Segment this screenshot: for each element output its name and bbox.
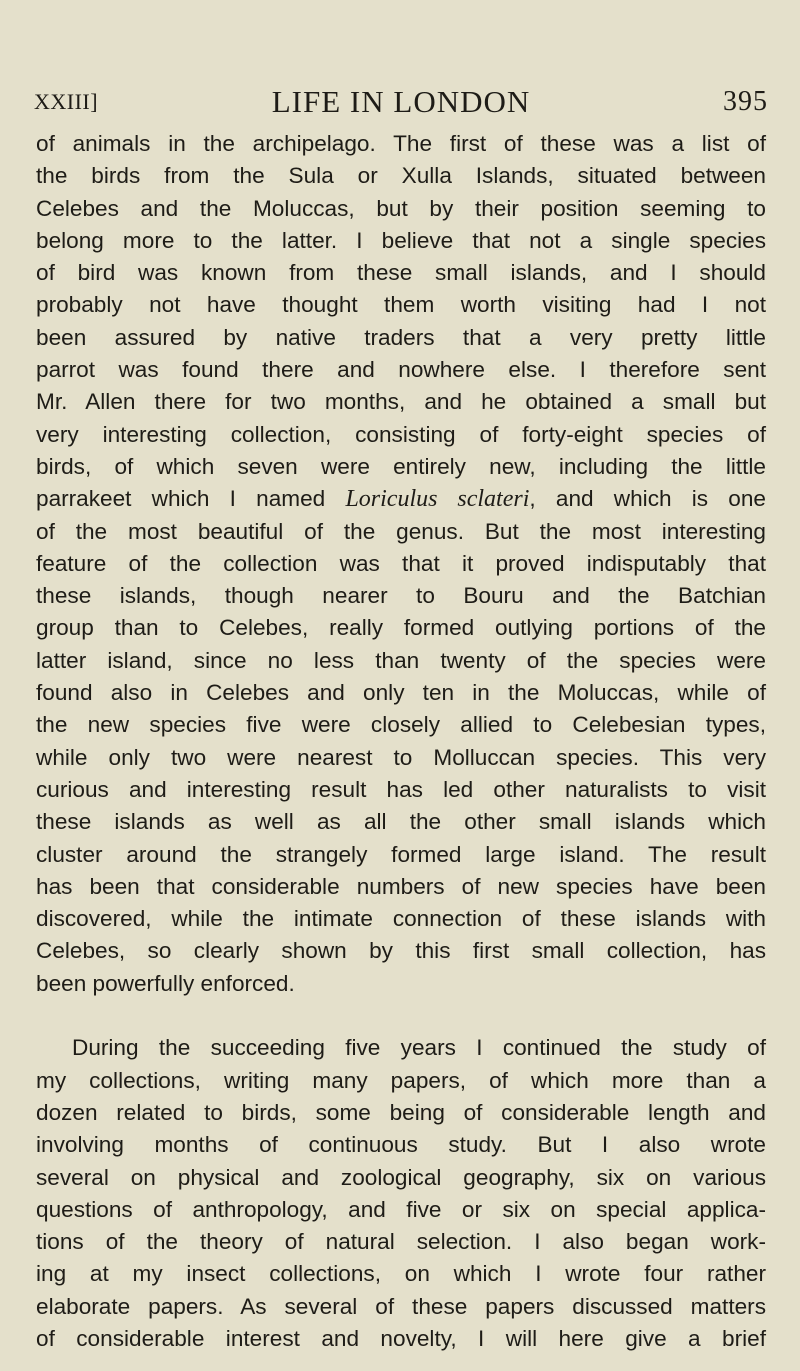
text-line: involving months of continuous study. But I also wrote: [36, 1132, 766, 1158]
line-text-after: , and which is one: [529, 486, 766, 512]
text-line: belong more to the latter. I believe that not a single species: [36, 227, 766, 253]
text-line: of bird was known from these small islands, and I should: [36, 260, 766, 286]
text-line: these islands, though nearer to Bouru and the Batchian: [36, 583, 766, 609]
text-line: has been that considerable numbers of new species have been: [36, 873, 766, 899]
text-line-with-species-name: [36, 483, 766, 515]
text-line: Celebes, so clearly shown by this first small collection, has: [36, 938, 766, 964]
text-line: probably not have thought them worth visiting had I not: [36, 292, 766, 318]
body-text: [36, 128, 766, 1355]
text-line: of the most beautiful of the genus. But the most interesting: [36, 518, 766, 544]
text-line: elaborate papers. As several of these papers discussed matters: [36, 1293, 766, 1319]
text-line: curious and interesting result has led other naturalists to visit: [36, 776, 766, 802]
species-name: Loriculus sclateri: [345, 486, 530, 513]
text-line: birds, of which seven were entirely new, including the little: [36, 453, 766, 479]
text-line: discovered, while the intimate connection of these islands with: [36, 906, 766, 932]
text-line: group than to Celebes, really formed outlying portions of the: [36, 615, 766, 641]
text-line: very interesting collection, consisting of forty-eight species of: [36, 421, 766, 447]
paragraph-break: [36, 1000, 766, 1032]
running-head: [34, 82, 768, 122]
text-line: these islands as well as all the other small islands which: [36, 809, 766, 835]
text-line: several on physical and zoological geography, six on various: [36, 1164, 766, 1190]
text-line: Mr. Allen there for two months, and he obtained a small but: [36, 389, 766, 415]
text-line: Celebes and the Moluccas, but by their position seeming to: [36, 195, 766, 221]
text-line: while only two were nearest to Molluccan species. This very: [36, 744, 766, 770]
line-text-before: parrakeet which I named: [36, 486, 346, 512]
text-line: the new species five were closely allied to Celebesian types,: [36, 712, 766, 738]
text-line: found also in Celebes and only ten in the Moluccas, while of: [36, 680, 766, 706]
text-line: of animals in the archipelago. The first of these was a list of: [36, 131, 766, 156]
text-line: my collections, writing many papers, of which more than a: [36, 1067, 766, 1093]
text-line: parrot was found there and nowhere else. I therefore sent: [36, 357, 766, 383]
chapter-number: XXIII]: [34, 89, 99, 114]
text-line: the birds from the Sula or Xulla Islands, situated between: [36, 163, 766, 189]
text-line: been powerfully enforced.: [36, 970, 295, 996]
text-line: cluster around the strangely formed large island. The result: [36, 841, 766, 867]
text-line: dozen related to birds, some being of considerable length and: [36, 1099, 766, 1125]
text-line: of considerable interest and novelty, I will here give a brief: [36, 1325, 766, 1351]
running-title: LIFE IN LONDON: [271, 84, 531, 119]
text-line: latter island, since no less than twenty of the species were: [36, 647, 766, 673]
text-line: During the succeeding five years I continued the study of: [72, 1035, 766, 1061]
text-line: questions of anthropology, and five or six on special applica-: [36, 1196, 766, 1222]
page-number: 395: [723, 86, 768, 117]
text-line: tions of the theory of natural selection. I also began work-: [36, 1229, 766, 1255]
text-line: ing at my insect collections, on which I wrote four rather: [36, 1261, 766, 1287]
text-line: feature of the collection was that it proved indisputably that: [36, 550, 766, 576]
text-line: been assured by native traders that a very pretty little: [36, 324, 766, 350]
